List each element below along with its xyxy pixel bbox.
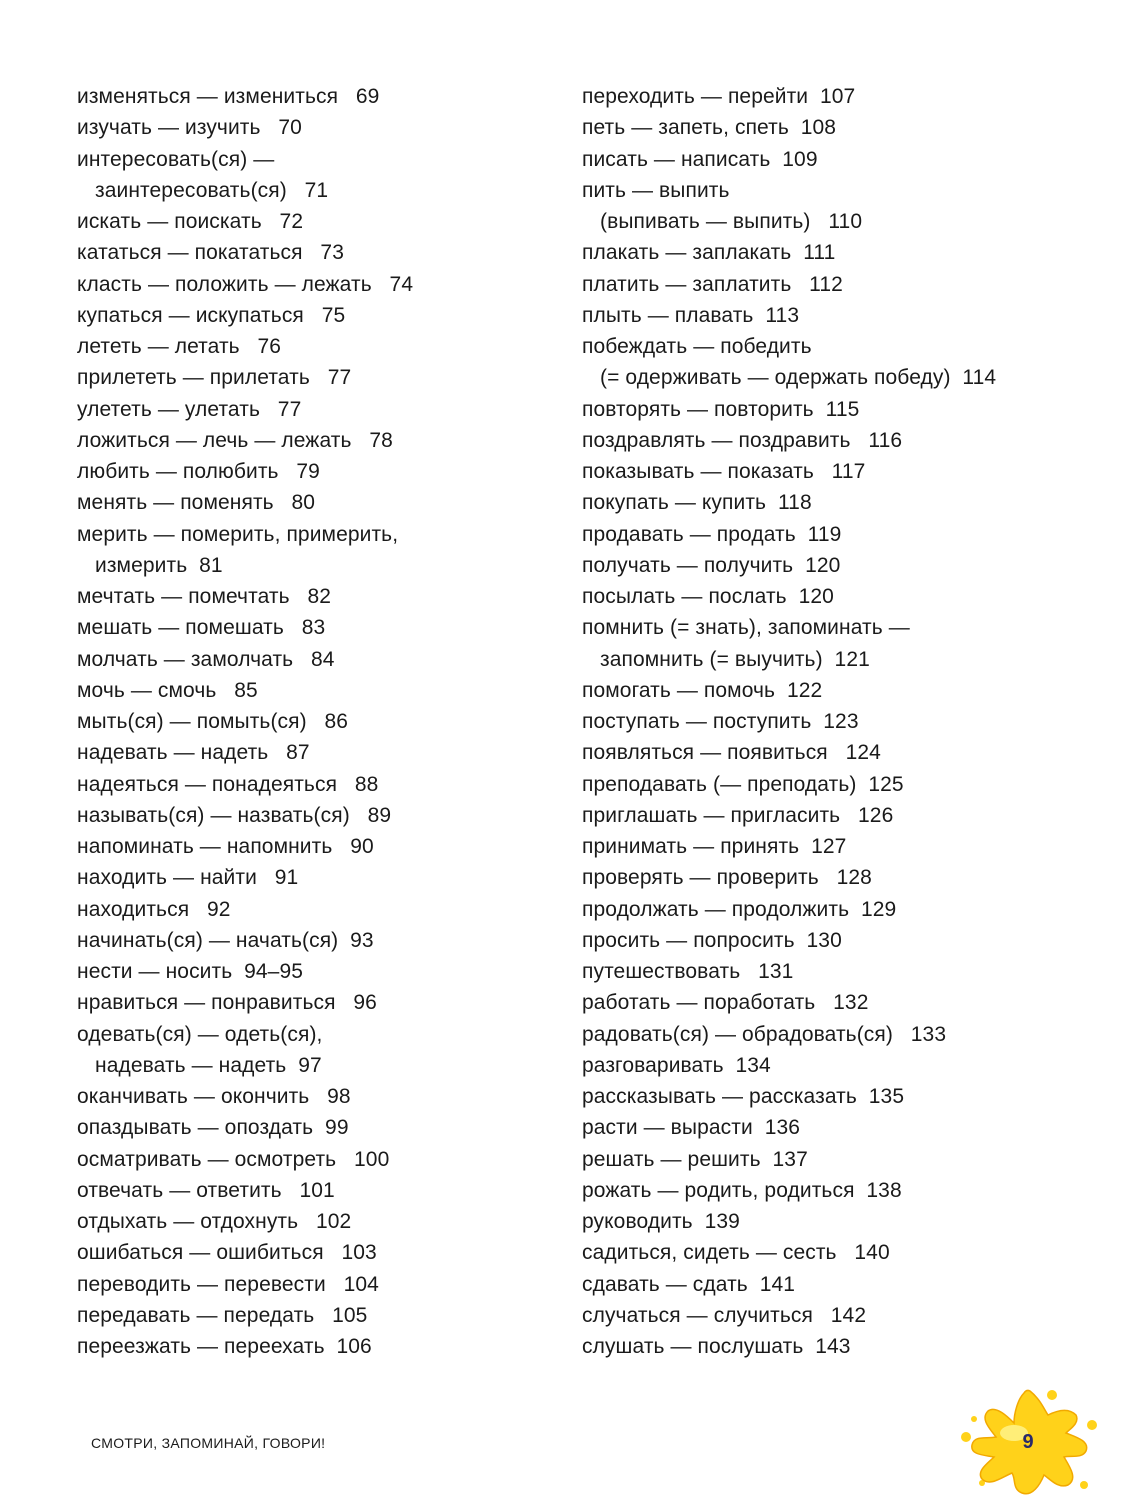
- index-entry: показывать — показать 117: [582, 460, 866, 483]
- index-entry: просить — попросить 130: [582, 928, 842, 952]
- index-entry: прилететь — прилетать 77: [77, 366, 352, 390]
- index-entry: плакать — заплакать 111: [582, 241, 836, 265]
- index-entry: лететь — летать 76: [77, 335, 282, 358]
- index-entry: побеждать — победить: [582, 335, 812, 358]
- index-entry: напоминать — напомнить 90: [77, 835, 374, 858]
- index-entry: находиться 92: [77, 897, 231, 921]
- index-entry: класть — положить — лежать 74: [77, 272, 414, 296]
- index-entry: принимать — принять 127: [582, 835, 847, 858]
- index-entry: садиться, сидеть — сесть 140: [582, 1241, 890, 1265]
- index-entry: мечтать — помечтать 82: [77, 585, 332, 608]
- index-entry: передавать — передать 105: [77, 1303, 368, 1327]
- index-entry: (= одерживать — одержать победу) 114: [600, 366, 997, 390]
- index-entry: поздравлять — поздравить 116: [582, 428, 903, 452]
- index-entry: надевать — надеть 87: [77, 741, 310, 765]
- index-entry: менять — поменять 80: [77, 491, 316, 515]
- index-entry: отвечать — ответить 101: [77, 1178, 335, 1202]
- index-entry: разговаривать 134: [582, 1053, 771, 1077]
- index-entry: слушать — послушать 143: [582, 1335, 851, 1358]
- index-entry: пить — выпить: [582, 178, 730, 202]
- index-entry: интересовать(ся) —: [77, 147, 275, 171]
- index-entry: мерить — померить, примерить,: [77, 522, 399, 546]
- index-entry: продолжать — продолжить 129: [582, 897, 897, 921]
- index-entry: расти — вырасти 136: [582, 1116, 801, 1140]
- index-entry: поступать — поступить 123: [582, 710, 859, 733]
- index-entry: появляться — появиться 124: [582, 741, 881, 765]
- index-entry: сдавать — сдать 141: [582, 1272, 796, 1296]
- index-entry: надевать — надеть 97: [95, 1053, 322, 1077]
- index-entry: запомнить (= выучить) 121: [600, 647, 870, 671]
- index-entry: петь — запеть, спеть 108: [582, 116, 837, 140]
- index-entry: нести — носить 94–95: [77, 960, 304, 983]
- index-entry: находить — найти 91: [77, 866, 299, 890]
- index-entry: осматривать — осмотреть 100: [77, 1147, 390, 1171]
- index-entry: получать — получить 120: [582, 553, 841, 577]
- index-entry: начинать(ся) — начать(ся) 93: [77, 928, 374, 952]
- index-entry: мешать — помешать 83: [77, 616, 326, 640]
- index-entry: переходить — перейти 107: [582, 85, 856, 108]
- index-entry: называть(ся) — назвать(ся) 89: [77, 803, 392, 827]
- index-entry: молчать — замолчать 84: [77, 647, 335, 671]
- index-entry: переезжать — переехать 106: [77, 1335, 372, 1358]
- index-entry: продавать — продать 119: [582, 522, 842, 546]
- index-entry: улететь — улетать 77: [77, 397, 302, 421]
- index-entry: отдыхать — отдохнуть 102: [77, 1210, 352, 1233]
- index-entry: любить — полюбить 79: [77, 460, 320, 483]
- index-entry: помнить (= знать), запоминать —: [582, 616, 910, 640]
- index-entry: преподавать (— преподать) 125: [582, 772, 904, 796]
- index-entry: плыть — плавать 113: [582, 303, 800, 327]
- index-entry: оканчивать — окончить 98: [77, 1085, 351, 1108]
- index-entry: повторять — повторить 115: [582, 397, 860, 421]
- index-column-right: [582, 81, 1102, 1362]
- index-entry: одевать(ся) — одеть(ся),: [77, 1022, 323, 1046]
- index-entry: случаться — случиться 142: [582, 1303, 867, 1327]
- index-entry: работать — поработать 132: [582, 991, 869, 1015]
- index-entry: кататься — покататься 73: [77, 241, 344, 265]
- index-entry: покупать — купить 118: [582, 491, 812, 515]
- index-entry: купаться — искупаться 75: [77, 303, 346, 327]
- index-entry: опаздывать — опоздать 99: [77, 1116, 349, 1140]
- index-entry: изучать — изучить 70: [77, 116, 302, 140]
- index-entry: писать — написать 109: [582, 147, 818, 171]
- index-entry: платить — заплатить 112: [582, 272, 843, 296]
- index-entry: мыть(ся) — помыть(ся) 86: [77, 710, 349, 733]
- index-entry: решать — решить 137: [582, 1147, 808, 1171]
- index-entry: искать — поискать 72: [77, 210, 304, 233]
- index-entry: заинтересовать(ся) 71: [95, 178, 329, 202]
- index-entry: проверять — проверить 128: [582, 866, 872, 890]
- index-entry: помогать — помочь 122: [582, 678, 823, 702]
- index-entry: руководить 139: [582, 1210, 740, 1233]
- index-entry: изменяться — измениться 69: [77, 85, 380, 108]
- index-entry: рожать — родить, родиться 138: [582, 1178, 902, 1202]
- index-entry: мочь — смочь 85: [77, 678, 258, 702]
- book-title-footer: СМОТРИ, ЗАПОМИНАЙ, ГОВОРИ!: [91, 1435, 326, 1451]
- index-column-left: [77, 81, 547, 1362]
- index-entry: переводить — перевести 104: [77, 1272, 379, 1296]
- index-entry: нравиться — понравиться 96: [77, 991, 377, 1015]
- index-entry: путешествовать 131: [582, 960, 794, 983]
- index-entry: (выпивать — выпить) 110: [600, 210, 863, 233]
- index-entry: надеяться — понадеяться 88: [77, 772, 379, 796]
- index-entry: ложиться — лечь — лежать 78: [77, 428, 393, 452]
- index-entry: ошибаться — ошибиться 103: [77, 1241, 377, 1265]
- index-entry: приглашать — пригласить 126: [582, 803, 894, 827]
- index-entry: посылать — послать 120: [582, 585, 834, 608]
- index-entry: измерить 81: [95, 553, 223, 577]
- index-entry: рассказывать — рассказать 135: [582, 1085, 905, 1108]
- index-entry: радовать(ся) — обрадовать(ся) 133: [582, 1022, 947, 1046]
- page-number: 9: [1022, 1431, 1034, 1453]
